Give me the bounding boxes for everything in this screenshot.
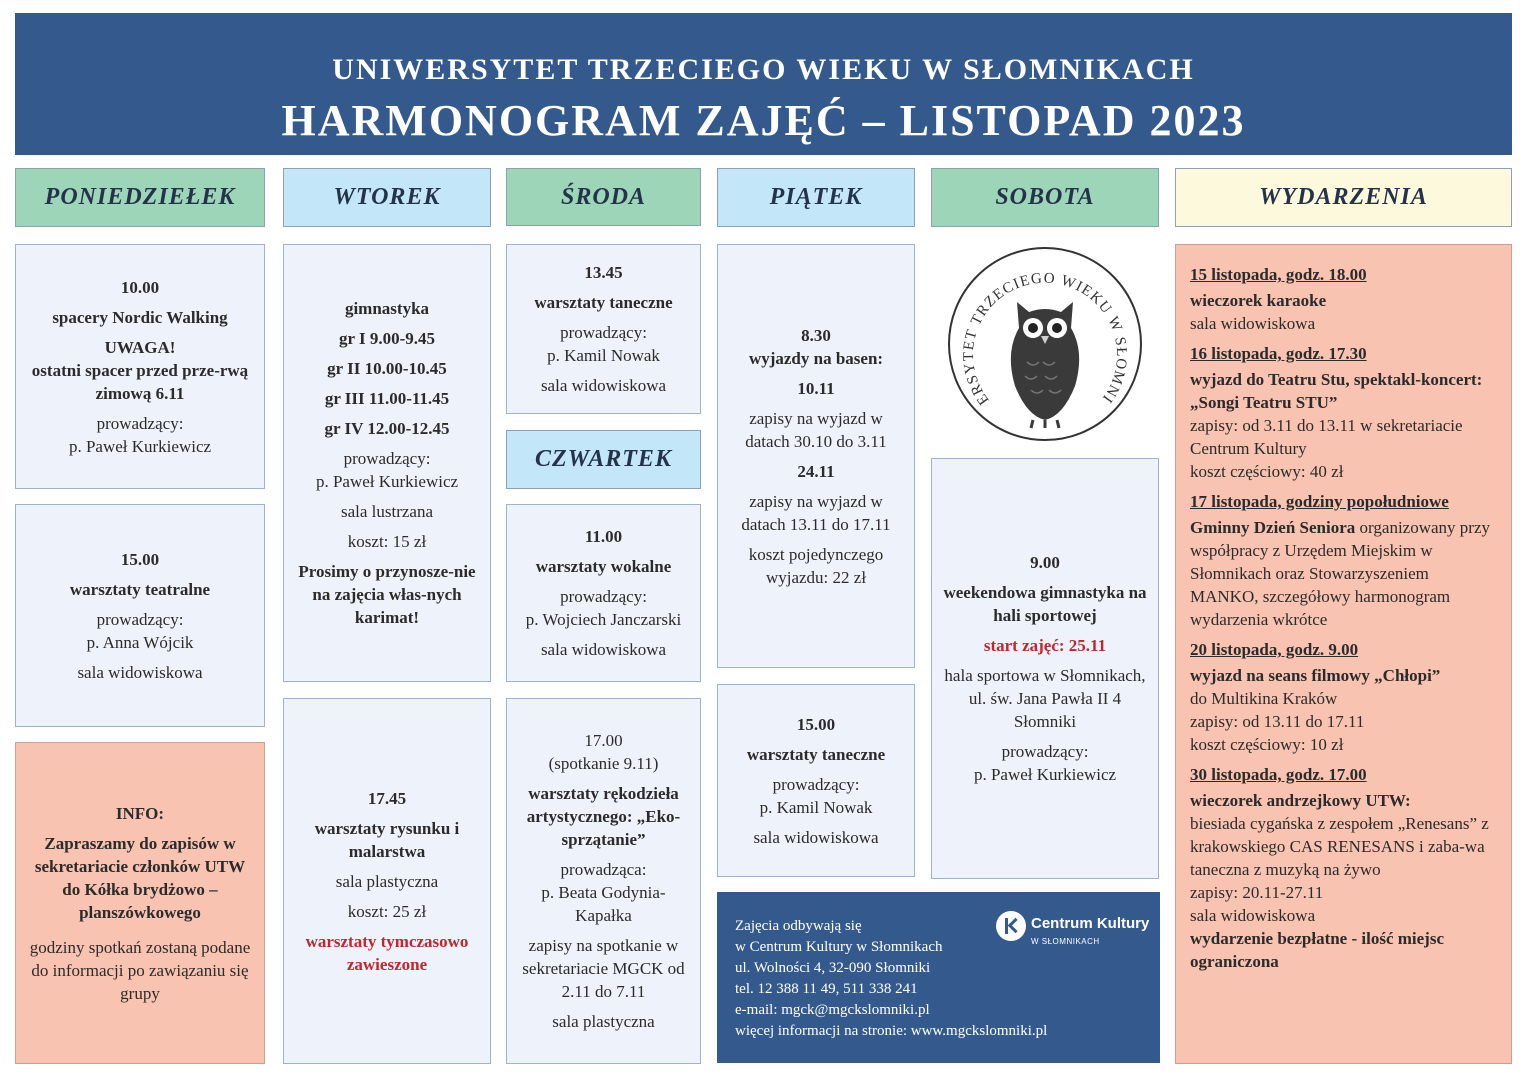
lead-label: prowadzący: bbox=[96, 609, 184, 629]
contact-phone: tel. 12 388 11 49, 511 338 241 bbox=[735, 981, 918, 997]
day-header-thursday: CZWARTEK bbox=[506, 430, 701, 489]
day-header-monday: PONIEDZIEŁEK bbox=[15, 168, 265, 227]
lead-name: p. Beata Godynia-Kapałka bbox=[541, 883, 666, 925]
lead-label: prowadzący: bbox=[343, 449, 431, 468]
session-warning: UWAGA! bbox=[104, 337, 176, 357]
session-note: ostatni spacer przed prze-rwą zimową 6.11 bbox=[31, 360, 249, 403]
trip-date-1: 10.11 bbox=[797, 378, 835, 398]
session-note: Prosimy o przynosze-nie na zajęcia włas-nych karimat! bbox=[298, 562, 476, 627]
session-title: warsztaty rysunku i malarstwa bbox=[314, 818, 460, 861]
group-4: gr IV 12.00-12.45 bbox=[324, 419, 450, 438]
info-note: godziny spotkań zostaną podane do informacji po zawiązaniu się grupy bbox=[29, 937, 251, 1003]
info-title: INFO: bbox=[115, 803, 165, 823]
ck-logo-subtitle: W SŁOMNIKACH bbox=[1031, 937, 1100, 946]
tuesday-drawing-workshop bbox=[283, 698, 491, 1064]
lead-name: p. Wojciech Janczarski bbox=[525, 610, 682, 629]
cost: koszt: 15 zł bbox=[347, 532, 427, 551]
event-description bbox=[1190, 516, 1497, 631]
lead-label: prowadzący: bbox=[560, 587, 647, 606]
lead-label: prowadzący: bbox=[1001, 742, 1089, 761]
page-subtitle: HARMONOGRAM ZAJĘĆ – LISTOPAD 2023 bbox=[281, 96, 1246, 145]
event-detail: do Multikina Kraków bbox=[1190, 689, 1338, 708]
day-header-wednesday: ŚRODA bbox=[506, 168, 701, 226]
event-title: wyjazd do Teatru Stu, spektakl-koncert: „Songi Teatru STU” bbox=[1190, 370, 1483, 412]
tuesday-gymnastics bbox=[283, 244, 491, 682]
cost: koszt pojedynczego wyjazdu: 22 zł bbox=[748, 544, 884, 587]
page-title: UNIWERSYTET TRZECIEGO WIEKU W SŁOMNIKACH bbox=[332, 53, 1195, 86]
session-title: warsztaty taneczne bbox=[746, 744, 886, 764]
lead-name: p. Kamil Nowak bbox=[759, 797, 873, 817]
contact-line: Zajęcia odbywają się bbox=[735, 918, 862, 934]
lead-name: p. Kamil Nowak bbox=[547, 346, 660, 365]
session-title: warsztaty wokalne bbox=[535, 557, 672, 576]
session-time: 8.30 bbox=[801, 325, 831, 345]
start-date: start zajęć: 25.11 bbox=[983, 636, 1107, 655]
event-note: wydarzenie bezpłatne - ilość miejsc ograniczona bbox=[1190, 929, 1444, 971]
room: sala widowiskowa bbox=[540, 376, 667, 395]
lead-name: p. Paweł Kurkiewicz bbox=[315, 472, 459, 491]
event-date: 20 listopada, godz. 9.00 bbox=[1190, 640, 1359, 659]
suspended-notice: warsztaty tymczasowo zawieszone bbox=[305, 931, 469, 974]
session-title: weekendowa gimnastyka na hali sportowej bbox=[943, 583, 1147, 625]
contact-website[interactable]: więcej informacji na stronie: www.mgckslomniki.pl bbox=[735, 1023, 1048, 1039]
centrum-kultury-logo bbox=[996, 911, 1150, 951]
session-title: warsztaty taneczne bbox=[534, 293, 673, 312]
session-title: gimnastyka bbox=[344, 299, 430, 318]
monday-info-box bbox=[15, 742, 265, 1064]
room: sala lustrzana bbox=[340, 502, 434, 521]
friday-pool-trips bbox=[717, 244, 915, 668]
session-title: warsztaty rękodzieła artystycznego: „Eko-sprzątanie” bbox=[526, 784, 681, 849]
ck-logo-icon bbox=[996, 911, 1026, 941]
trip-signup-1: zapisy na wyjazd w datach 30.10 do 3.11 bbox=[745, 408, 887, 451]
event-date: 16 listopada, godz. 17.30 bbox=[1190, 344, 1367, 363]
session-time: 10.00 bbox=[120, 277, 160, 297]
event-date: 15 listopada, godz. 18.00 bbox=[1190, 265, 1367, 284]
event-detail: koszt częściowy: 10 zł bbox=[1190, 735, 1344, 754]
event-detail: organizowany przy współpracy z Urzędem Miejskim w Słomnikach oraz Stowarzyszeniem MANKO, szczegółowy harmonogram wydarzenia wkrótce bbox=[1190, 518, 1490, 629]
session-time: 15.00 bbox=[796, 714, 836, 734]
monday-theatre-workshop bbox=[15, 504, 265, 727]
group-3: gr III 11.00-11.45 bbox=[324, 389, 450, 408]
event-date: 17 listopada, godziny popołudniowe bbox=[1190, 492, 1449, 511]
meeting-date: (spotkanie 9.11) bbox=[548, 754, 659, 773]
event-detail: zapisy: od 13.11 do 17.11 bbox=[1190, 712, 1365, 731]
trip-signup-2: zapisy na wyjazd w datach 13.11 do 17.11 bbox=[741, 491, 891, 534]
session-time: 11.00 bbox=[584, 527, 623, 546]
room: sala widowiskowa bbox=[77, 662, 203, 682]
lead-name: p. Paweł Kurkiewicz bbox=[973, 765, 1117, 784]
contact-address: ul. Wolności 4, 32-090 Słomniki bbox=[735, 960, 931, 976]
event-title: wieczorek karaoke bbox=[1190, 291, 1327, 310]
day-header-saturday: SOBOTA bbox=[931, 168, 1159, 227]
event-detail: zapisy: od 3.11 do 13.11 w sekretariacie Centrum Kultury bbox=[1190, 416, 1463, 458]
session-time: 17.45 bbox=[367, 788, 407, 808]
event-detail: sala widowiskowa bbox=[1190, 906, 1316, 925]
session-time: 13.45 bbox=[584, 263, 623, 282]
utw-owl-logo bbox=[945, 244, 1145, 444]
monday-nordic-walking bbox=[15, 244, 265, 489]
lead-label: prowadzący: bbox=[96, 413, 184, 433]
lead-label: prowadzący: bbox=[560, 323, 647, 342]
lead-name: p. Paweł Kurkiewicz bbox=[68, 436, 212, 456]
room: sala plastyczna bbox=[552, 1012, 655, 1031]
session-title: wyjazdy na basen: bbox=[748, 348, 884, 368]
group-1: gr I 9.00-9.45 bbox=[338, 329, 435, 348]
event-detail: sala widowiskowa bbox=[1190, 314, 1316, 333]
cost: koszt: 25 zł bbox=[347, 901, 427, 921]
session-title: spacery Nordic Walking bbox=[52, 307, 228, 327]
saturday-weekend-gymnastics bbox=[931, 458, 1159, 879]
event-detail: biesiada cygańska z zespołem „Renesans” z krakowskiego CAS RENESANS i zaba-wa taneczna z muzyką na żywo bbox=[1190, 814, 1489, 879]
wednesday-dance-workshop bbox=[506, 244, 701, 414]
session-time: 17.00 bbox=[584, 731, 623, 750]
lead-label: prowadzący: bbox=[772, 774, 860, 794]
thursday-crafts-workshop bbox=[506, 698, 701, 1064]
session-time: 9.00 bbox=[1030, 553, 1060, 572]
logo-ring-text: ERSYTET TRZECIEGO WIEKU W SŁOMNI bbox=[960, 270, 1130, 408]
venue: hala sportowa w Słomnikach, ul. św. Jana Pawła II 4 Słomniki bbox=[944, 666, 1146, 731]
event-title: wyjazd na seans filmowy „Chłopi” bbox=[1190, 666, 1441, 685]
events-box bbox=[1175, 244, 1512, 1064]
contact-email[interactable]: e-mail: mgck@mgckslomniki.pl bbox=[735, 1002, 930, 1018]
event-detail: zapisy: 20.11-27.11 bbox=[1190, 883, 1324, 902]
signup-info: zapisy na spotkanie w sekretariacie MGCK od 2.11 do 7.11 bbox=[522, 936, 685, 1001]
day-header-tuesday: WTOREK bbox=[283, 168, 491, 227]
day-header-friday: PIĄTEK bbox=[717, 168, 915, 227]
trip-date-2: 24.11 bbox=[797, 461, 835, 481]
event-detail: koszt częściowy: 40 zł bbox=[1190, 462, 1344, 481]
room: sala plastyczna bbox=[335, 871, 439, 891]
thursday-vocal-workshop bbox=[506, 504, 701, 682]
lead-name: p. Anna Wójcik bbox=[86, 632, 194, 652]
owl-emblem-icon bbox=[945, 244, 1145, 444]
page-header bbox=[15, 13, 1512, 155]
event-title: Gminny Dzień Seniora bbox=[1190, 518, 1356, 537]
room: sala widowiskowa bbox=[753, 827, 879, 847]
session-title: warsztaty teatralne bbox=[69, 579, 211, 599]
contact-line: w Centrum Kultury w Słomnikach bbox=[735, 939, 943, 955]
event-title: wieczorek andrzejkowy UTW: bbox=[1190, 791, 1411, 810]
friday-dance-workshop bbox=[717, 684, 915, 877]
room: sala widowiskowa bbox=[540, 640, 667, 659]
ck-logo-title: Centrum Kultury bbox=[1031, 915, 1150, 932]
contact-box bbox=[717, 892, 1160, 1063]
lead-label: prowadząca: bbox=[560, 860, 647, 879]
event-date: 30 listopada, godz. 17.00 bbox=[1190, 765, 1367, 784]
session-time: 15.00 bbox=[120, 549, 160, 569]
info-text: Zapraszamy do zapisów w sekretariacie członków UTW do Kółka brydżowo – planszówkowego bbox=[34, 833, 246, 922]
group-2: gr II 10.00-10.45 bbox=[327, 359, 447, 378]
day-header-events: WYDARZENIA bbox=[1175, 168, 1512, 227]
